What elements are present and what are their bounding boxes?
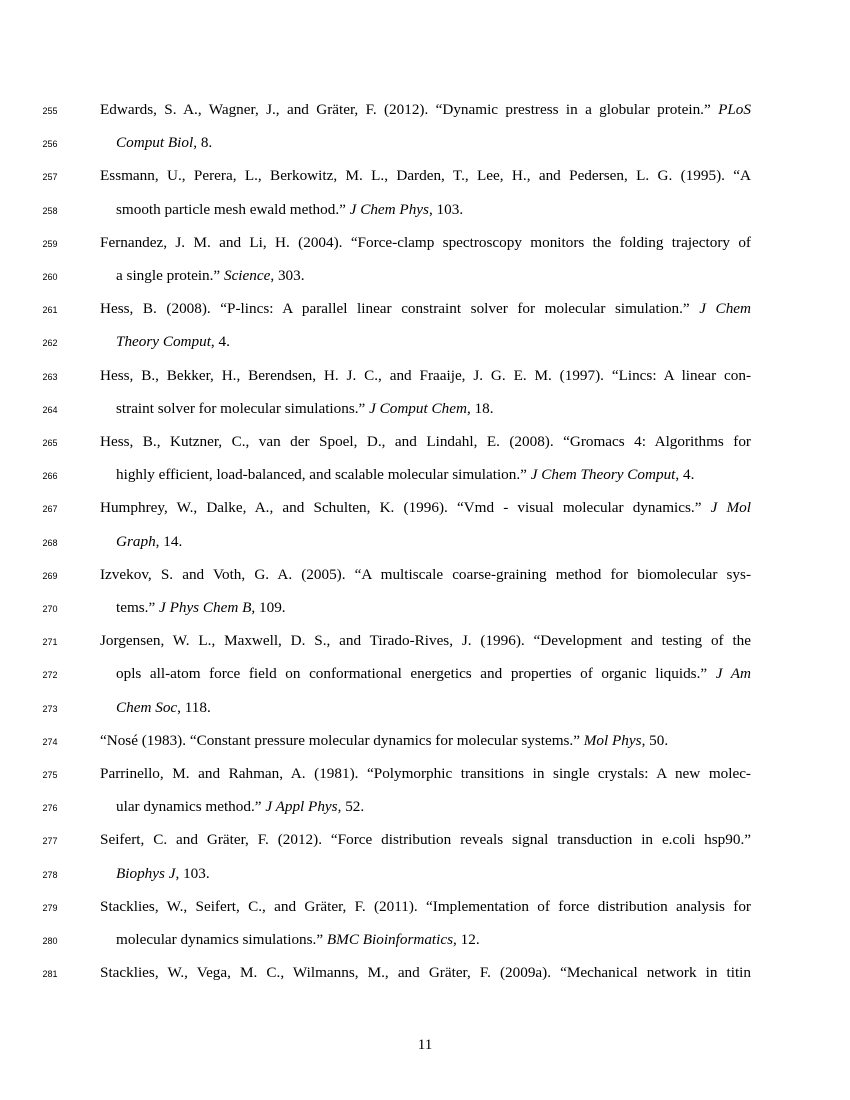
reference-line: [0, 698, 850, 718]
reference-segment: , 4.: [675, 466, 695, 484]
reference-segment: , 103.: [175, 864, 210, 882]
line-number: 274: [42, 736, 58, 747]
reference-italic-segment: J Phys Chem B: [159, 599, 252, 616]
reference-text: [116, 698, 751, 718]
reference-segment: Edwards, S. A., Wagner, J., and Gräter, F. (2012). “Dynamic prestress in a globular protein.”: [100, 101, 719, 118]
line-number: 278: [42, 869, 58, 880]
reference-italic-segment: Graph: [116, 532, 156, 550]
reference-segment: , 12.: [453, 931, 480, 948]
reference-italic-segment: Biophys J: [116, 864, 176, 882]
reference-text: [116, 598, 751, 618]
reference-text: [100, 897, 751, 917]
reference-segment: a single protein.”: [116, 267, 224, 284]
reference-italic-segment: J Appl Phys: [265, 798, 338, 816]
reference-segment: , 103.: [428, 200, 464, 218]
line-number: 271: [42, 637, 58, 648]
line-number: 277: [42, 836, 58, 847]
reference-text: [100, 764, 751, 784]
reference-italic-segment: J Chem Phys: [349, 200, 429, 218]
line-number: 268: [42, 537, 58, 548]
reference-line: [0, 399, 850, 419]
reference-text: [116, 797, 751, 817]
reference-line: [0, 465, 850, 485]
reference-segment: Stacklies, W., Seifert, C., and Gräter, F. (2011). “Implementation of force distribution analysis for: [100, 897, 751, 915]
reference-line: [0, 432, 850, 452]
reference-segment: , 118.: [177, 698, 211, 716]
line-number: 265: [42, 438, 58, 448]
reference-line: [0, 864, 850, 884]
reference-text: [100, 963, 751, 983]
line-number: 261: [42, 305, 58, 316]
reference-italic-segment: Theory Comput: [116, 333, 211, 351]
reference-italic-segment: Science: [223, 267, 271, 284]
reference-segment: Humphrey, W., Dalke, A., and Schulten, K. (1996). “Vmd - visual molecular dynamics.”: [100, 499, 711, 517]
reference-italic-segment: Comput Biol: [116, 134, 194, 152]
line-number: 280: [42, 936, 58, 946]
reference-text: [100, 498, 751, 518]
reference-segment: Jorgensen, W. L., Maxwell, D. S., and Tirado-Rives, J. (1996). “Development and testing of the: [100, 632, 751, 650]
line-number: 266: [42, 471, 58, 482]
line-number: 255: [42, 106, 58, 116]
reference-italic-segment: PLoS: [718, 101, 751, 118]
reference-text: [116, 864, 751, 884]
reference-segment: straint solver for molecular simulations.”: [116, 399, 370, 417]
reference-segment: , 4.: [210, 333, 230, 351]
reference-segment: , 50.: [641, 731, 669, 749]
reference-segment: “Nosé (1983). “Constant pressure molecular dynamics for molecular systems.”: [100, 731, 584, 749]
reference-line: [0, 200, 850, 220]
line-number: 259: [42, 238, 58, 249]
reference-italic-segment: J Chem: [699, 300, 751, 318]
reference-line: [0, 797, 850, 817]
reference-italic-segment: Mol Phys: [583, 731, 642, 749]
reference-italic-segment: J Comput Chem: [369, 399, 467, 417]
reference-italic-segment: J Am: [715, 665, 752, 683]
reference-segment: , 52.: [337, 798, 365, 816]
line-number: 279: [42, 902, 58, 913]
reference-segment: ular dynamics method.”: [116, 798, 266, 816]
reference-line: [0, 332, 850, 352]
reference-text: [116, 200, 751, 220]
line-number: 267: [42, 504, 58, 515]
reference-italic-segment: BMC Bioinformatics: [326, 931, 454, 948]
reference-text: [100, 366, 751, 386]
reference-segment: Essmann, U., Perera, L., Berkowitz, M. L., Darden, T., Lee, H., and Pedersen, L. G. (1995). “A: [100, 167, 751, 185]
reference-text: [100, 631, 751, 651]
reference-text: [116, 332, 751, 352]
reference-segment: tems.”: [116, 599, 160, 616]
reference-text: [116, 930, 751, 950]
reference-text: [116, 133, 751, 153]
reference-line: [0, 598, 850, 618]
line-number: 270: [42, 604, 58, 614]
reference-line: [0, 963, 850, 983]
reference-text: [100, 299, 751, 319]
reference-line: [0, 498, 850, 518]
reference-segment: Hess, B. (2008). “P-lincs: A parallel linear constraint solver for molecular simulation.”: [100, 300, 700, 318]
reference-text: [100, 731, 751, 751]
reference-line: [0, 532, 850, 552]
reference-italic-segment: J Chem Theory Comput: [530, 466, 676, 484]
line-number: 256: [42, 139, 58, 150]
reference-text: [116, 399, 751, 419]
reference-segment: , 303.: [270, 267, 305, 284]
reference-line: [0, 930, 850, 950]
reference-segment: Izvekov, S. and Voth, G. A. (2005). “A multiscale coarse-graining method for biomolecular sys-: [100, 565, 751, 583]
reference-line: [0, 764, 850, 784]
reference-text: [100, 830, 751, 850]
reference-segment: , 14.: [155, 532, 183, 550]
reference-segment: smooth particle mesh ewald method.”: [116, 200, 350, 218]
reference-segment: , 8.: [193, 134, 213, 152]
reference-segment: Parrinello, M. and Rahman, A. (1981). “Polymorphic transitions in single crystals: A new molec-: [100, 765, 751, 782]
reference-line: [0, 830, 850, 850]
reference-line: [0, 631, 850, 651]
line-number: 264: [42, 404, 58, 415]
reference-line: [0, 731, 850, 751]
reference-text: [116, 266, 751, 286]
reference-line: [0, 299, 850, 319]
reference-segment: , 18.: [466, 399, 494, 417]
line-number: 281: [42, 969, 58, 980]
reference-segment: Seifert, C. and Gräter, F. (2012). “Force distribution reveals signal transduction in e.coli hsp90.”: [100, 831, 751, 849]
reference-line: [0, 565, 850, 585]
reference-italic-segment: Chem Soc: [116, 698, 178, 716]
reference-line: [0, 166, 850, 186]
reference-line: [0, 897, 850, 917]
reference-line: [0, 100, 850, 120]
reference-segment: Fernandez, J. M. and Li, H. (2004). “Force-clamp spectroscopy monitors the folding trajectory of: [100, 233, 751, 251]
reference-text: [100, 233, 751, 253]
reference-segment: , 109.: [251, 599, 286, 616]
reference-line: [0, 133, 850, 153]
page-number: 11: [417, 1036, 433, 1053]
reference-text: [100, 565, 751, 585]
line-number: 269: [42, 570, 58, 581]
reference-segment: Stacklies, W., Vega, M. C., Wilmanns, M., and Gräter, F. (2009a). “Mechanical network in titin: [100, 964, 751, 982]
line-number: 272: [42, 670, 58, 681]
reference-line: [0, 233, 850, 253]
reference-segment: molecular dynamics simulations.”: [116, 931, 327, 948]
reference-text: [116, 465, 751, 485]
line-number: 262: [42, 338, 58, 349]
reference-segment: opls all-atom force field on conformational energetics and properties of organic liquids.”: [116, 665, 716, 683]
reference-segment: highly efficient, load-balanced, and scalable molecular simulation.”: [116, 466, 531, 484]
line-number: 258: [42, 205, 58, 216]
line-number: 276: [42, 803, 58, 814]
reference-line: [0, 366, 850, 386]
reference-segment: Hess, B., Kutzner, C., van der Spoel, D., and Lindahl, E. (2008). “Gromacs 4: Algorithms for: [100, 433, 751, 450]
line-number: 275: [42, 770, 58, 780]
reference-text: [100, 166, 751, 186]
reference-text: [100, 100, 751, 120]
reference-text: [100, 432, 751, 452]
reference-italic-segment: J Mol: [710, 499, 751, 517]
reference-line: [0, 664, 850, 684]
reference-text: [116, 664, 751, 684]
reference-segment: Hess, B., Bekker, H., Berendsen, H. J. C., and Fraaije, J. G. E. M. (1997). “Lincs: A linear con-: [100, 366, 751, 384]
reference-text: [116, 532, 751, 552]
line-number: 273: [42, 703, 58, 714]
line-number: 260: [42, 272, 58, 282]
reference-line: [0, 266, 850, 286]
line-number: 263: [42, 371, 58, 382]
line-number: 257: [42, 172, 58, 183]
